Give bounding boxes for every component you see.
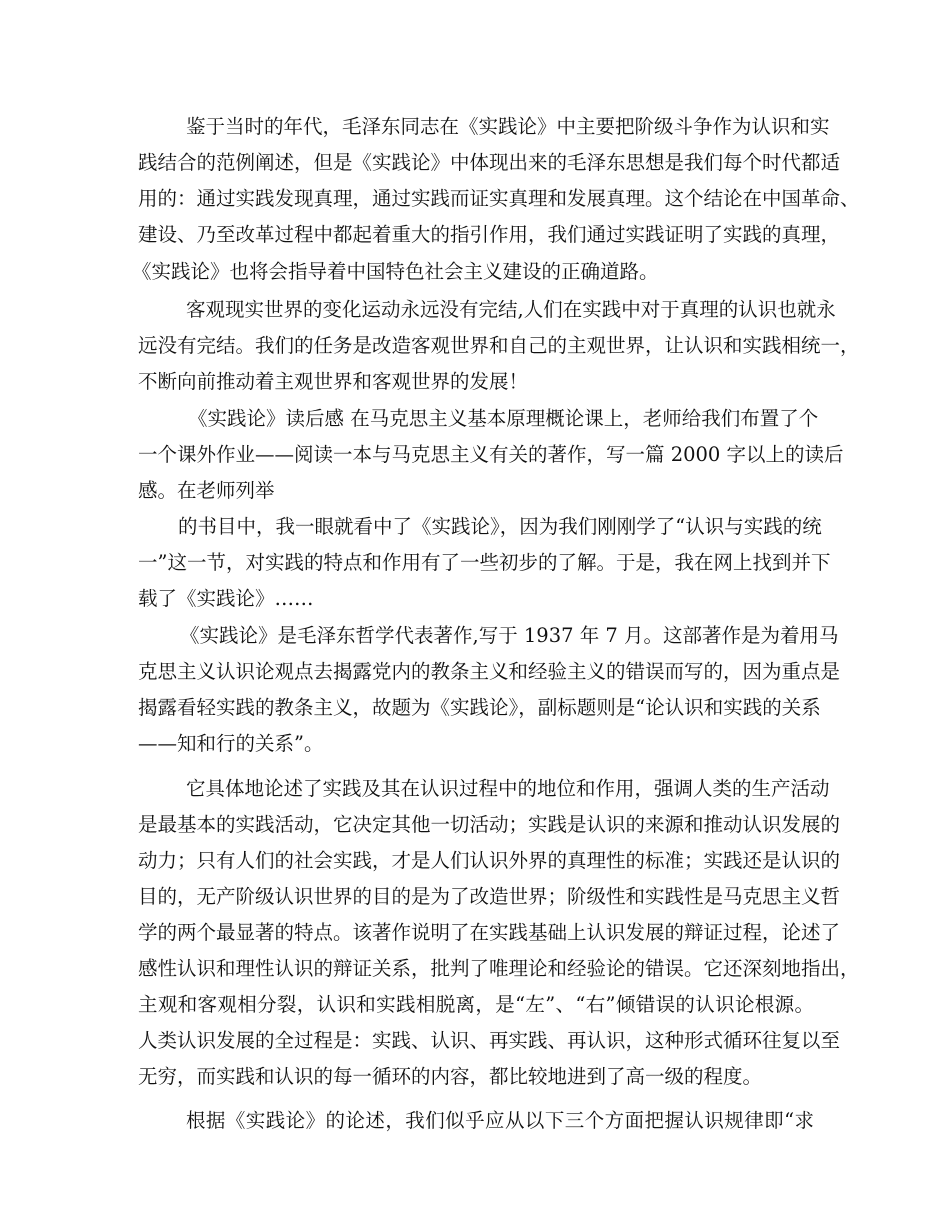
text-line: 目的，无产阶级认识世界的目的是为了改造世界；阶级性和实践性是马克思主义哲 — [138, 885, 841, 908]
text-line: 一”这一节，对实践的特点和作用有了一些初步的了解。于是，我在网上找到并下 — [138, 551, 831, 574]
text-line: 是最基本的实践活动，它决定其他一切活动；实践是认识的来源和推动认识发展的 — [138, 813, 841, 836]
text-line: 的书目中，我一眼就看中了《实践论》，因为我们刚刚学了“认识与实践的统 — [178, 515, 822, 538]
text-line: 建设、乃至改革过程中都起着重大的指引作用，我们通过实践证明了实践的真理， — [138, 223, 841, 246]
text-line: 践结合的范例阐述，但是《实践论》中体现出来的毛泽东思想是我们每个时代都适 — [138, 151, 841, 174]
text-line: 用的：通过实践发现真理，通过实践而证实真理和发展真理。这个结论在中国革命、 — [138, 187, 860, 210]
text-line: 主观和客观相分裂，认识和实践相脱离，是“左”、“右”倾错误的认识论根源。 — [138, 993, 814, 1016]
text-line: 一个课外作业——阅读一本与马克思主义有关的著作，写一篇 2000 字以上的读后 — [138, 443, 844, 466]
text-line: 客观现实世界的变化运动永远没有完结,人们在实践中对于真理的认识也就永 — [186, 298, 836, 321]
text-line: 感性认识和理性认识的辩证关系，批判了唯理论和经验论的错误。它还深刻地指出， — [138, 957, 860, 980]
text-line: ——知和行的关系”。 — [138, 732, 324, 755]
text-line: 《实践论》读后感 在马克思主义基本原理概论课上，老师给我们布置了个 — [188, 407, 819, 430]
text-line: 远没有完结。我们的任务是改造客观世界和自己的主观世界，让认识和实践相统一， — [138, 334, 860, 357]
text-line: 无穷，而实践和认识的每一循环的内容，都比较地进到了高一级的程度。 — [138, 1065, 763, 1088]
text-line: 它具体地论述了实践及其在认识过程中的地位和作用，强调人类的生产活动 — [186, 777, 830, 800]
text-line: 学的两个最显著的特点。该著作说明了在实践基础上认识发展的辩证过程，论述了 — [138, 921, 841, 944]
text-line: 《实践论》是毛泽东哲学代表著作,写于 1937 年 7 月。这部著作是为着用马 — [180, 624, 839, 647]
text-line: 不断向前推动着主观世界和客观世界的发展！ — [138, 370, 529, 393]
text-line: 《实践论》也将会指导着中国特色社会主义建设的正确道路。 — [132, 260, 659, 283]
text-line: 鉴于当时的年代，毛泽东同志在《实践论》中主要把阶级斗争作为认识和实 — [186, 115, 830, 138]
text-line: 感。在老师列举 — [138, 479, 275, 502]
text-line: 揭露看轻实践的教条主义，故题为《实践论》，副标题则是“论认识和实践的关系 — [138, 696, 821, 719]
text-line: 克思主义认识论观点去揭露党内的教条主义和经验主义的错误而写的，因为重点是 — [138, 660, 841, 683]
text-line: 动力；只有人们的社会实践，才是人们认识外界的真理性的标准；实践还是认识的 — [138, 849, 841, 872]
text-line: 载了《实践论》…… — [138, 587, 314, 610]
text-line: 人类认识发展的全过程是：实践、认识、再实践、再认识，这种形式循环往复以至 — [138, 1029, 841, 1052]
text-line: 根据《实践论》的论述，我们似乎应从以下三个方面把握认识规律即“求 — [186, 1109, 814, 1132]
